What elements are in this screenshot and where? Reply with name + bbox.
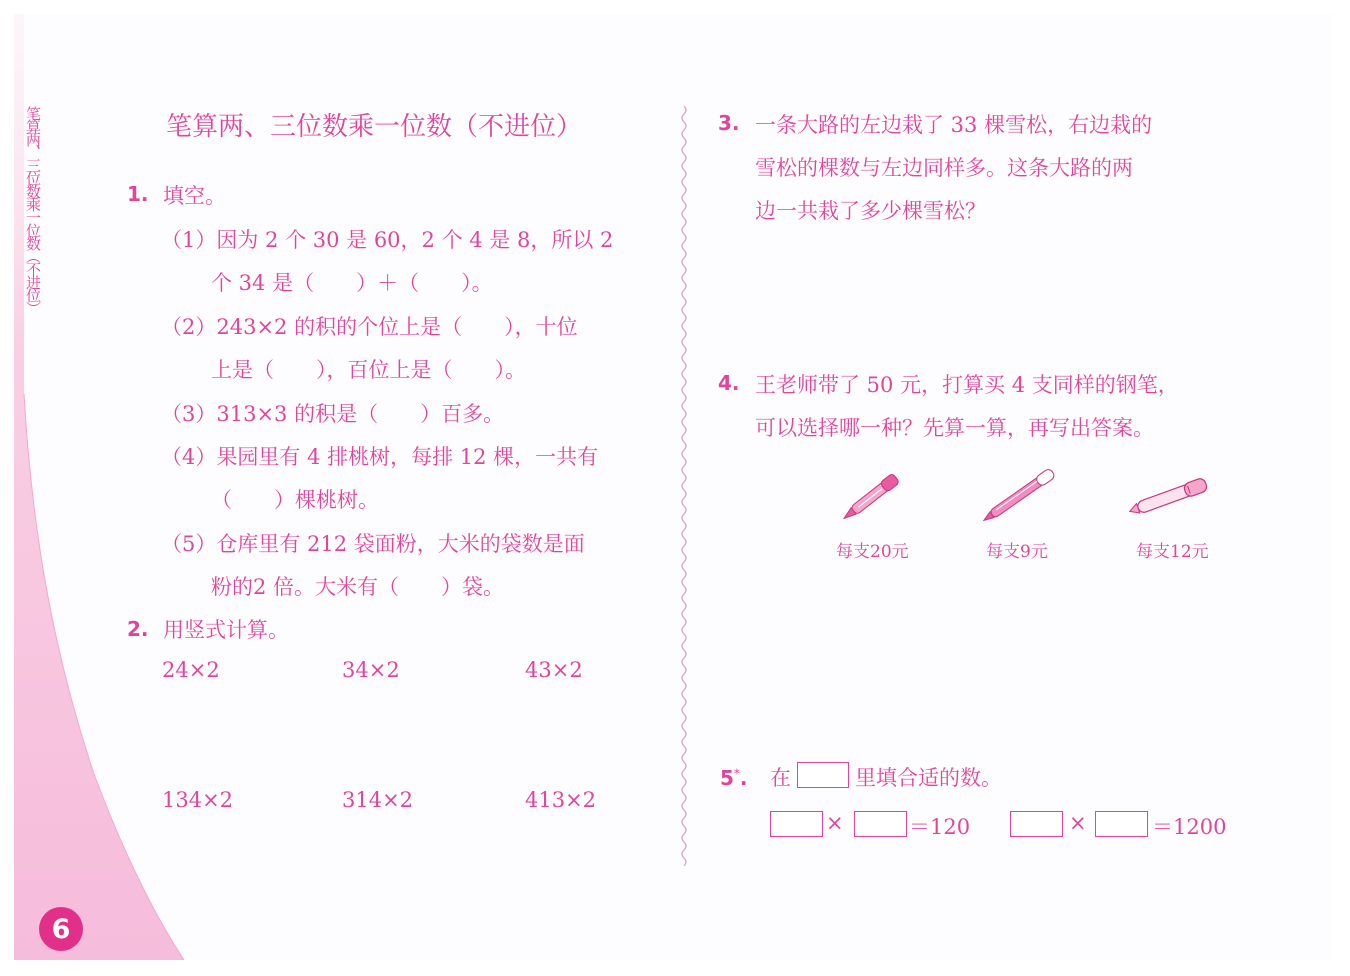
q1-item-1-line-1: （1）因为 2 个 30 是 60，2 个 4 是 8，所以 2 <box>161 228 614 252</box>
marker-pen-icon <box>1126 468 1218 524</box>
q5-number <box>720 766 748 790</box>
q5-eq2-operator: × <box>1069 811 1087 835</box>
workbook-page <box>14 14 1332 960</box>
q2-expression: 24×2 <box>162 658 220 682</box>
answer-box[interactable] <box>1095 811 1148 837</box>
q3-line-2: 雪松的棵数与左边同样多。这条大路的两 <box>755 156 1133 180</box>
q5-sample-box <box>797 762 849 788</box>
q5-dot: . <box>739 766 748 790</box>
q1-item-4-line-1: （4）果园里有 4 排桃树，每排 12 棵，一共有 <box>161 445 599 469</box>
column-divider <box>678 106 690 866</box>
q1-item-1-line-2: 个 34 是（ ）＋（ ）。 <box>211 271 493 295</box>
q2-expression: 314×2 <box>342 788 414 812</box>
pen-price-label: 每支20元 <box>836 542 909 562</box>
answer-box[interactable] <box>854 811 907 837</box>
q3-line-1: 一条大路的左边栽了 33 棵雪松，右边栽的 <box>755 113 1153 137</box>
q1-item-5-line-2: 粉的2 倍。大米有（ ）袋。 <box>211 575 505 599</box>
q3-line-3: 边一共栽了多少棵雪松？ <box>755 199 986 223</box>
q1-item-3-line-1: （3）313×3 的积是（ ）百多。 <box>161 402 505 426</box>
q1-item-2-line-2: 上是（ ），百位上是（ ）。 <box>211 358 526 382</box>
q1-number: 1. <box>127 182 149 206</box>
q2-expression: 34×2 <box>342 658 400 682</box>
q3-number: 3. <box>718 111 740 135</box>
q2-number: 2. <box>127 617 149 641</box>
answer-box[interactable] <box>1010 811 1063 837</box>
ballpoint-pen-icon <box>976 460 1066 530</box>
q2-label: 用竖式计算。 <box>163 618 289 642</box>
q2-expression: 134×2 <box>162 788 234 812</box>
pen-price-label: 每支12元 <box>1136 542 1209 562</box>
pen-price-label: 每支9元 <box>986 542 1048 562</box>
page-number-badge: 6 <box>39 907 83 951</box>
q1-item-5-line-1: （5）仓库里有 212 袋面粉，大米的袋数是面 <box>161 532 585 556</box>
q4-line-1: 王老师带了 50 元，打算买 4 支同样的钢笔， <box>755 373 1179 397</box>
fountain-pen-icon <box>834 460 914 530</box>
q1-item-2-line-1: （2）243×2 的积的个位上是（ ），十位 <box>161 315 578 339</box>
q4-line-2: 可以选择哪一种？先算一算，再写出答案。 <box>755 416 1154 440</box>
q5-eq2-result: ＝1200 <box>1152 815 1227 839</box>
q5-star: * <box>733 766 740 781</box>
q1-item-4-line-2: （ ）棵桃树。 <box>211 488 379 512</box>
q1-label: 填空。 <box>163 184 226 208</box>
q2-expression: 43×2 <box>525 658 583 682</box>
answer-box[interactable] <box>770 811 823 837</box>
q5-eq1-operator: × <box>826 811 844 835</box>
page-title: 笔算两、三位数乘一位数（不进位） <box>166 112 583 142</box>
q2-expression: 413×2 <box>525 788 597 812</box>
q4-number: 4. <box>718 371 740 395</box>
q5-number-digit: 5 <box>720 766 734 790</box>
q5-eq1-result: ＝120 <box>909 815 971 839</box>
q5-suffix: 里填合适的数。 <box>855 766 1002 790</box>
side-title: 笔算两、三位数乘一位数（不进位） <box>24 106 42 314</box>
q5-prefix: 在 <box>770 766 791 790</box>
